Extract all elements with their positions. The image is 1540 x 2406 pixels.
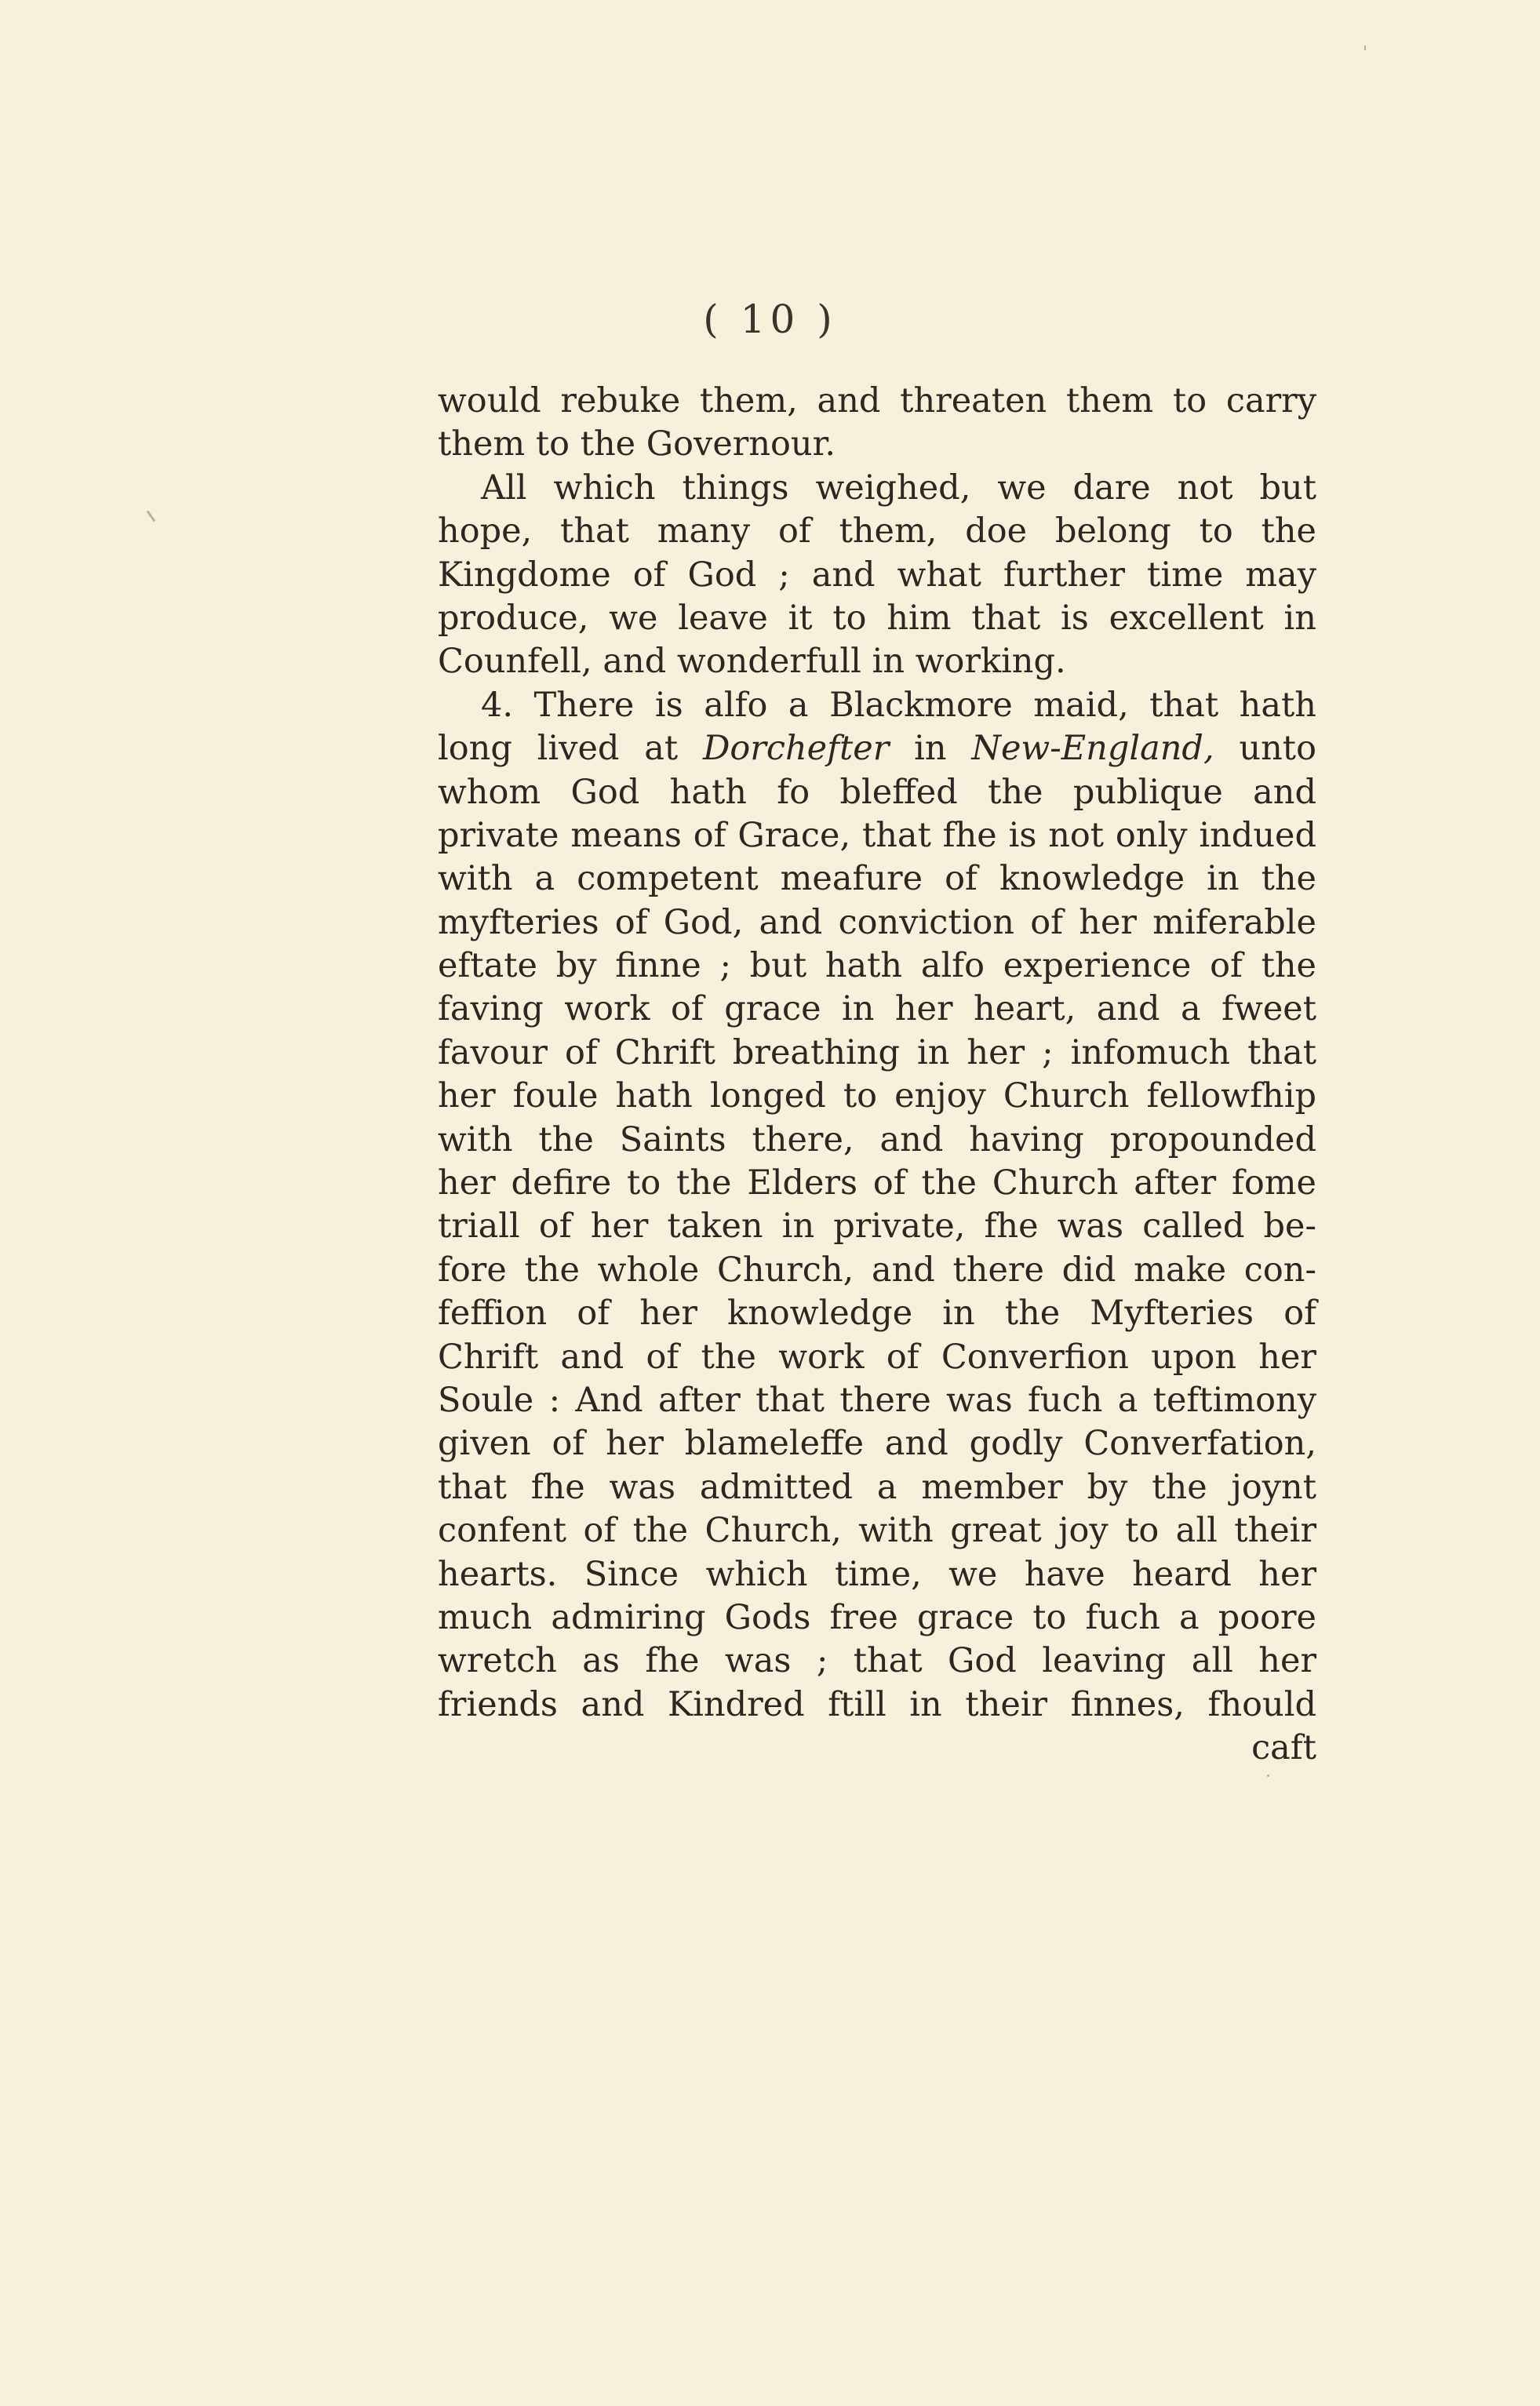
text-line: much admiring Gods free grace to fuch a poore <box>438 1597 1316 1637</box>
text-line: feffion of her knowledge in the Myfteries of <box>438 1294 1316 1334</box>
text-line: eftate by finne ; but hath alfo experience of the <box>438 946 1316 986</box>
text-line: 4. There is alfo a Blackmore maid, that hath <box>481 685 1316 725</box>
text-line: triall of her taken in private, fhe was called be- <box>438 1207 1316 1247</box>
paper-speck <box>1364 45 1366 50</box>
text-line: friends and Kindred ftill in their finnes, fhould <box>438 1684 1316 1724</box>
place-name-dorchester: Dorchefter <box>702 729 890 769</box>
text-line: favour of Chrift breathing in her ; infomuch that <box>438 1032 1316 1072</box>
catchword: caft <box>1251 1728 1316 1768</box>
text-line: hearts. Since which time, we have heard her <box>438 1554 1316 1594</box>
text-line: with the Saints there, and having propounded <box>438 1119 1316 1159</box>
text-line: fore the whole Church, and there did make con- <box>438 1250 1316 1290</box>
text-line: private means of Grace, that fhe is not only indued <box>438 815 1316 855</box>
text-line: All which things weighed, we dare not but <box>481 468 1316 508</box>
text-line: Counfell, and wonderfull in working. <box>438 642 1066 682</box>
text-line: whom God hath fo bleffed the publique and <box>438 772 1316 812</box>
text-line: Chrift and of the work of Converfion upon her <box>438 1337 1316 1377</box>
text-line: would rebuke them, and threaten them to carry <box>438 381 1316 420</box>
text-line: produce, we leave it to him that is excellent in <box>438 598 1316 638</box>
text-line: with a competent meafure of knowledge in the <box>438 859 1316 899</box>
text-line: her foule hath longed to enjoy Church fellowfhip <box>438 1076 1316 1116</box>
text-line: that fhe was admitted a member by the joynt <box>438 1467 1316 1507</box>
text-run: in <box>889 729 972 769</box>
text-line: hope, that many of them, doe belong to the <box>438 511 1316 551</box>
text-line: given of her blameleffe and godly Converfation, <box>438 1424 1316 1464</box>
text-line: myfteries of God, and conviction of her miferable <box>438 902 1316 942</box>
text-run: unto <box>1214 729 1316 769</box>
text-line: Soule : And after that there was fuch a teftimony <box>438 1380 1316 1420</box>
text-run: long lived at <box>438 729 703 769</box>
place-name-new-england: New-England, <box>971 729 1214 769</box>
page-number: ( 10 ) <box>703 297 837 342</box>
text-line: wretch as fhe was ; that God leaving all her <box>438 1641 1316 1681</box>
paper-speck <box>1267 1774 1269 1777</box>
body-text <box>438 380 1316 1771</box>
paper-speck <box>147 511 156 522</box>
text-line: faving work of grace in her heart, and a fweet <box>438 989 1316 1029</box>
text-line <box>438 727 1316 770</box>
text-line: her defire to the Elders of the Church after fome <box>438 1163 1316 1203</box>
text-line: confent of the Church, with great joy to all their <box>438 1511 1316 1551</box>
text-line: Kingdome of God ; and what further time may <box>438 555 1316 595</box>
text-line: them to the Governour. <box>438 424 836 464</box>
